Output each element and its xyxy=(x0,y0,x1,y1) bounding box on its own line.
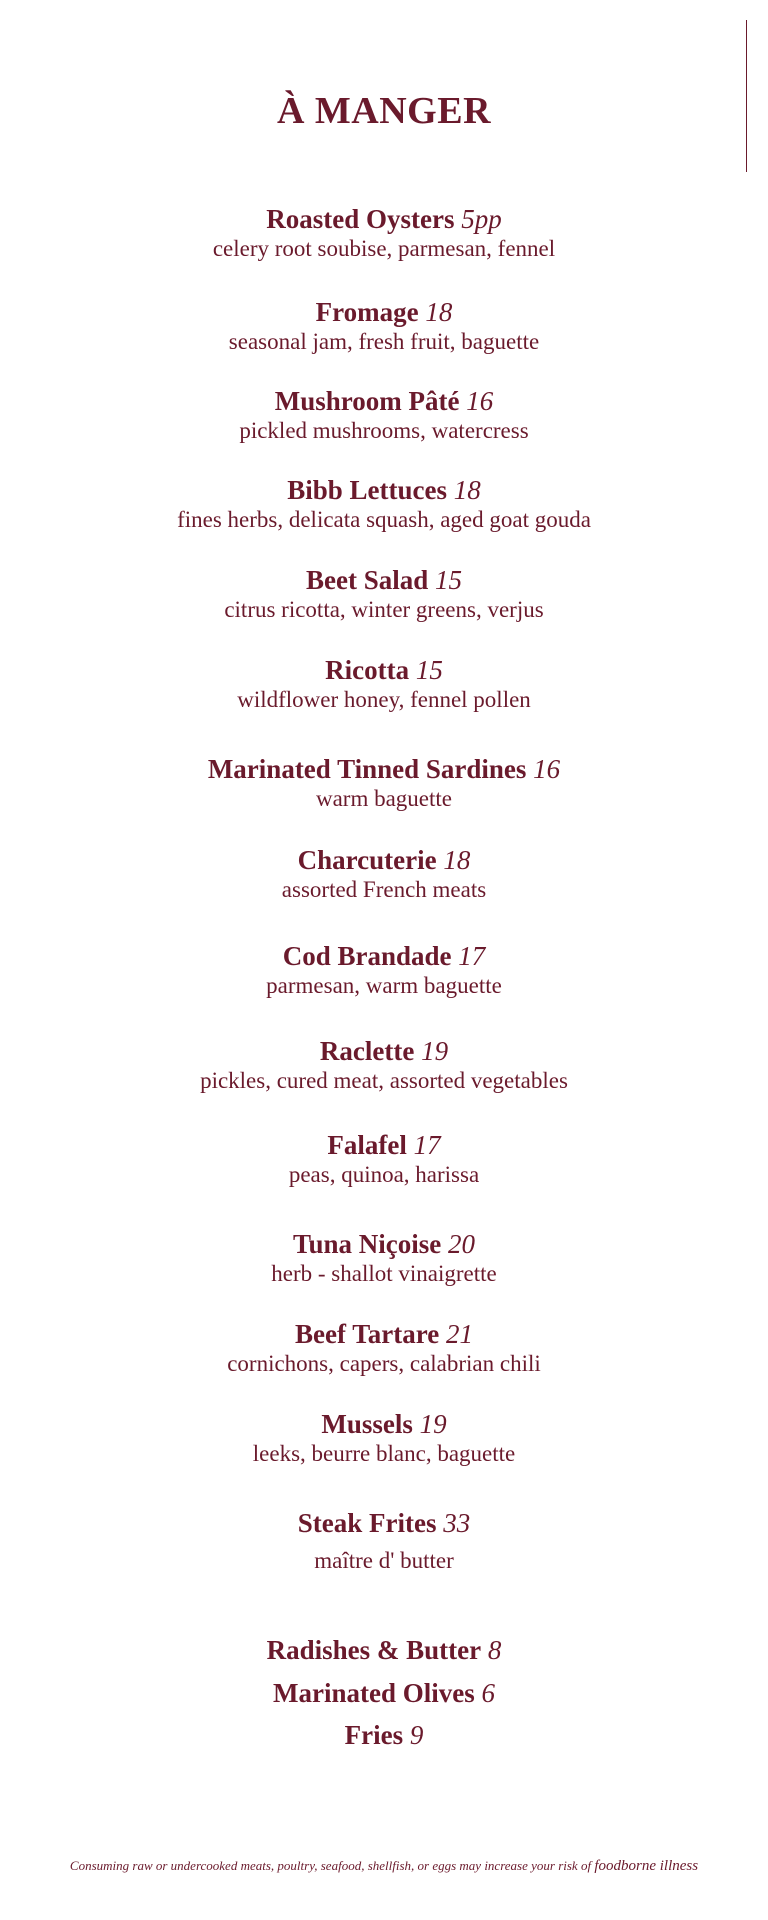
item-name: Fromage xyxy=(315,297,419,327)
item-price: 18 xyxy=(443,845,471,875)
item-description: warm baguette xyxy=(315,786,453,811)
item-name: Falafel xyxy=(327,1130,407,1160)
item-price: 20 xyxy=(448,1229,476,1259)
side-item-fries xyxy=(0,1719,768,1751)
item-price: 19 xyxy=(419,1409,447,1439)
menu-item-mussels xyxy=(0,1408,768,1468)
menu-item-fromage xyxy=(0,296,768,356)
menu-item-steak-frites xyxy=(0,1507,768,1575)
item-price: 21 xyxy=(445,1319,473,1349)
item-name: Mussels xyxy=(321,1409,413,1439)
side-item-radishes-butter xyxy=(0,1634,768,1666)
item-name: Roasted Oysters xyxy=(266,204,455,234)
menu-item-beet-salad xyxy=(0,564,768,624)
item-name: Bibb Lettuces xyxy=(287,475,447,505)
side-name: Marinated Olives xyxy=(273,1678,475,1708)
menu-item-cod-brandade xyxy=(0,940,768,1000)
item-name: Steak Frites xyxy=(297,1508,437,1538)
menu-item-ricotta xyxy=(0,654,768,714)
item-price: 18 xyxy=(425,297,453,327)
menu-item-falafel xyxy=(0,1129,768,1189)
item-price: 19 xyxy=(421,1036,449,1066)
menu-item-beef-tartare xyxy=(0,1318,768,1378)
side-name: Radishes & Butter xyxy=(266,1635,482,1665)
menu-item-tuna-nicoise xyxy=(0,1228,768,1288)
side-price: 9 xyxy=(409,1720,424,1750)
item-name: Charcuterie xyxy=(297,845,437,875)
item-description: assorted French meats xyxy=(281,877,487,902)
item-name: Beet Salad xyxy=(305,565,429,595)
item-description: seasonal jam, fresh fruit, baguette xyxy=(228,329,540,354)
item-price: 16 xyxy=(466,386,494,416)
side-item-marinated-olives xyxy=(0,1677,768,1709)
item-name: Ricotta xyxy=(325,655,410,685)
item-description: pickles, cured meat, assorted vegetables xyxy=(200,1068,568,1093)
side-price: 6 xyxy=(481,1678,495,1708)
item-description: maître d' butter xyxy=(314,1548,454,1573)
item-description: cornichons, capers, calabrian chili xyxy=(227,1351,541,1376)
menu-item-mushroom-pate xyxy=(0,385,768,445)
item-name: Cod Brandade xyxy=(282,941,452,971)
menu-item-raclette xyxy=(0,1035,768,1095)
side-price: 8 xyxy=(487,1635,502,1665)
item-price: 15 xyxy=(415,655,443,685)
item-name: Tuna Niçoise xyxy=(292,1229,442,1259)
item-description: herb - shallot vinaigrette xyxy=(271,1261,497,1286)
menu-title: À MANGER xyxy=(276,90,492,132)
item-description: parmesan, warm baguette xyxy=(266,973,502,998)
item-description: pickled mushrooms, watercress xyxy=(239,418,529,443)
item-description: citrus ricotta, winter greens, verjus xyxy=(224,597,544,622)
health-notice-tail: foodborne illness xyxy=(594,1858,699,1874)
menu-item-roasted-oysters xyxy=(0,203,768,263)
menu-item-charcuterie xyxy=(0,844,768,904)
menu-item-marinated-tinned-sardines xyxy=(0,753,768,813)
item-description: peas, quinoa, harissa xyxy=(288,1162,480,1187)
item-price: 17 xyxy=(413,1130,441,1160)
item-price: 16 xyxy=(533,754,561,784)
item-name: Marinated Tinned Sardines xyxy=(207,754,527,784)
item-description: celery root soubise, parmesan, fennel xyxy=(212,236,556,261)
item-price: 17 xyxy=(458,941,486,971)
menu-item-bibb-lettuces xyxy=(0,474,768,534)
item-price: 15 xyxy=(435,565,462,595)
health-notice-text: Consuming raw or undercooked meats, poultry, seafood, shellfish, or eggs may increase your risk of xyxy=(69,1858,592,1873)
side-name: Fries xyxy=(344,1720,404,1750)
item-price: 5pp xyxy=(461,204,502,234)
item-price: 18 xyxy=(453,475,481,505)
item-description: leeks, beurre blanc, baguette xyxy=(252,1441,516,1466)
item-description: wildflower honey, fennel pollen xyxy=(237,687,531,712)
item-description: fines herbs, delicata squash, aged goat gouda xyxy=(177,507,591,532)
health-notice xyxy=(0,1856,768,1876)
item-name: Mushroom Pâté xyxy=(274,386,460,416)
item-name: Beef Tartare xyxy=(295,1319,440,1349)
item-name: Raclette xyxy=(319,1036,415,1066)
item-price: 33 xyxy=(443,1508,471,1538)
